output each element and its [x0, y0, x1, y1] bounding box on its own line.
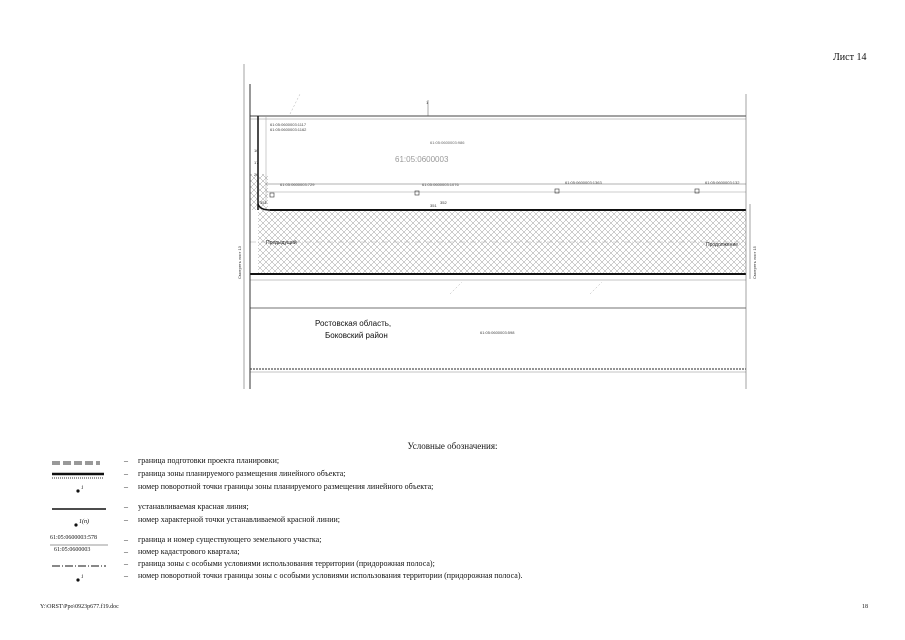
legend-text: граница зоны с особыми условиями использования территории (придорожная полоса); — [138, 559, 435, 568]
point-symbol — [40, 515, 120, 527]
svg-text:1: 1 — [81, 575, 84, 580]
region-label-2: Боковский район — [325, 331, 388, 340]
legend-text: номер поворотной точки границы зоны планируемого размещения линейного объекта; — [138, 482, 434, 491]
legend-title: Условные обозначения: — [407, 441, 498, 451]
quarter-label: 61:05:0600003 — [395, 155, 449, 164]
point-label: 16 — [254, 148, 259, 153]
point-label: 29 — [254, 172, 259, 177]
vertical-label-left: Смотреть лист 13 — [237, 246, 242, 279]
legend-text: номер поворотной точки границы зоны с особыми условиями использования территории (придорожная полоса). — [138, 571, 523, 580]
vertical-label-right: Смотреть лист 15 — [752, 246, 757, 279]
parcel-label: 61:05:0600003:1076 — [422, 182, 459, 187]
point-label: 352 — [440, 200, 447, 205]
sheet-label: Лист 14 — [833, 52, 867, 63]
side-label-right: Продолжение — [706, 242, 739, 248]
svg-text:1: 1 — [81, 486, 84, 491]
legend-text: номер кадастрового квартала; — [138, 547, 240, 556]
double-hatch-symbol — [40, 469, 120, 481]
legend-text: граница подготовки проекта планировки; — [138, 456, 280, 465]
point-symbol — [40, 571, 120, 583]
footer-page-number: 18 — [862, 604, 868, 610]
dash-dot-symbol — [40, 559, 120, 571]
hatch-dashed-symbol — [40, 456, 120, 468]
region-label-1: Ростовская область, — [315, 319, 392, 328]
legend-text: номер характерной точки устанавливаемой красной линии; — [138, 515, 340, 524]
svg-text:1(п): 1(п) — [79, 519, 89, 525]
planning-map — [230, 64, 760, 389]
point-label: 1 — [426, 100, 429, 105]
point-label: 351 — [260, 200, 267, 205]
legend-text: устанавливаемая красная линия; — [138, 502, 249, 511]
point-symbol — [40, 482, 120, 494]
legend-text: граница и номер существующего земельного участка; — [138, 535, 322, 544]
parcel-label: 61:05:0600003:598 — [480, 330, 515, 335]
footer-file-path: Y:\ORST\Ppo\0923p677.f19.doc — [40, 604, 119, 610]
parcel-label: 61:05:0600003:1117 — [270, 122, 307, 127]
parcel-label: 61:05:0600003:1363 — [565, 180, 602, 185]
parcel-label: 61:05:0600003:132 — [705, 180, 740, 185]
point-label: 17 — [254, 160, 259, 165]
legend-text: граница зоны планируемого размещения линейного объекта; — [138, 469, 346, 478]
parcel-label: 61:05:0600003:1162 — [270, 127, 307, 132]
parcel-label: 61:05:0600003:986 — [430, 140, 465, 145]
quarter-symbol: 61:05:0600003 — [54, 547, 91, 553]
side-label-left: Предыдущий — [266, 240, 297, 246]
parcel-label: 61:05:0600003:729 — [280, 182, 315, 187]
red-line-symbol — [40, 502, 120, 514]
parcel-symbol: 61:05:0600003:578 — [50, 535, 98, 541]
point-label: 351 — [430, 203, 437, 208]
